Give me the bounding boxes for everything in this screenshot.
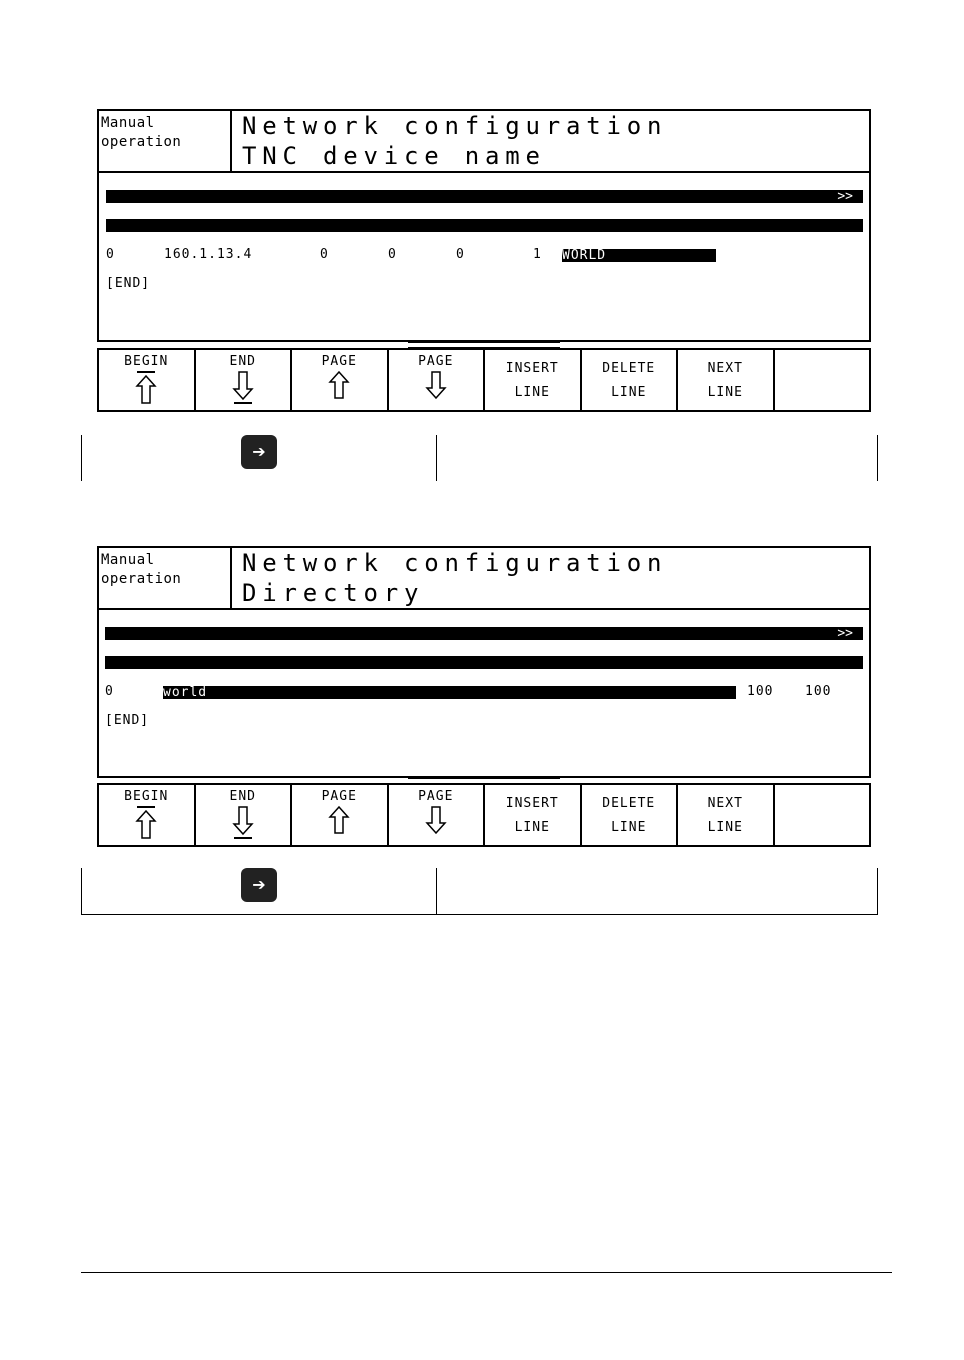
page-up-label: PAGE bbox=[321, 354, 357, 369]
arrow-right-key-icon[interactable]: ➔ bbox=[241, 435, 277, 469]
empty-softkey bbox=[775, 350, 870, 410]
cell-uid: 100 bbox=[747, 684, 774, 699]
end-softkey[interactable] bbox=[196, 350, 293, 410]
end-softkey[interactable] bbox=[196, 785, 293, 845]
page-down-arrow-icon bbox=[423, 370, 449, 406]
page-down-label: PAGE bbox=[418, 354, 454, 369]
screen-header bbox=[99, 548, 869, 610]
next-label-1: NEXT bbox=[707, 361, 743, 376]
page-up-softkey[interactable] bbox=[292, 785, 389, 845]
divider bbox=[81, 435, 82, 481]
title-line-1: Network configuration bbox=[242, 112, 668, 140]
begin-arrow-icon bbox=[133, 370, 159, 406]
cell-devicename-cursor[interactable]: WORLD bbox=[562, 249, 716, 262]
mode-line-2: operation bbox=[101, 571, 182, 587]
begin-softkey[interactable] bbox=[99, 350, 196, 410]
divider bbox=[877, 868, 878, 914]
insert-label-1: INSERT bbox=[505, 361, 559, 376]
cell-ws: 0 bbox=[388, 247, 397, 262]
page-down-arrow-icon bbox=[423, 805, 449, 841]
delete-line-softkey[interactable] bbox=[582, 350, 679, 410]
divider bbox=[436, 435, 437, 481]
page-up-arrow-icon bbox=[326, 805, 352, 841]
softkey-row-indicator bbox=[408, 341, 560, 348]
cell-nr: 0 bbox=[105, 684, 114, 699]
begin-softkey[interactable] bbox=[99, 785, 196, 845]
begin-label: BEGIN bbox=[124, 789, 169, 804]
end-label: END bbox=[229, 789, 256, 804]
softkey-bar-1 bbox=[97, 348, 871, 412]
mode-line-1: Manual bbox=[101, 115, 155, 131]
end-arrow-icon bbox=[230, 805, 256, 841]
scroll-right-indicator: >> bbox=[837, 190, 853, 203]
page-down-softkey[interactable] bbox=[389, 785, 486, 845]
insert-line-softkey[interactable] bbox=[485, 785, 582, 845]
next-label-2: LINE bbox=[707, 820, 743, 835]
operating-mode bbox=[99, 548, 232, 608]
next-label-1: NEXT bbox=[707, 796, 743, 811]
delete-line-softkey[interactable] bbox=[582, 785, 679, 845]
cell-address: 160.1.13.4 bbox=[164, 247, 253, 262]
next-line-softkey[interactable] bbox=[678, 785, 775, 845]
column-header-bar bbox=[106, 219, 863, 232]
insert-label-1: INSERT bbox=[505, 796, 559, 811]
empty-softkey bbox=[775, 785, 870, 845]
page-up-label: PAGE bbox=[321, 789, 357, 804]
title-line-2: TNC device name bbox=[242, 142, 546, 170]
page-up-arrow-icon bbox=[326, 370, 352, 406]
mode-line-2: operation bbox=[101, 134, 182, 150]
instruction-row-1 bbox=[81, 435, 878, 481]
divider bbox=[877, 435, 878, 481]
cell-hm: 1 bbox=[533, 247, 542, 262]
cell-path-cursor[interactable]: world bbox=[163, 686, 736, 699]
screen-header bbox=[99, 111, 869, 173]
page-up-softkey[interactable] bbox=[292, 350, 389, 410]
begin-label: BEGIN bbox=[124, 354, 169, 369]
page-down-label: PAGE bbox=[418, 789, 454, 804]
end-marker: [END] bbox=[106, 276, 151, 291]
arrow-right-key-icon[interactable]: ➔ bbox=[241, 868, 277, 902]
file-name bbox=[136, 639, 268, 640]
delete-label-1: DELETE bbox=[602, 361, 656, 376]
operating-mode bbox=[99, 111, 232, 171]
page-down-softkey[interactable] bbox=[389, 350, 486, 410]
page-footer-rule bbox=[81, 1272, 892, 1273]
end-label: END bbox=[229, 354, 256, 369]
title-line-1: Network configuration bbox=[242, 549, 668, 577]
cell-rs: 0 bbox=[320, 247, 329, 262]
insert-label-2: LINE bbox=[514, 820, 550, 835]
column-header-bar bbox=[105, 656, 863, 669]
screen-title bbox=[242, 111, 667, 171]
end-marker: [END] bbox=[105, 713, 150, 728]
file-bar bbox=[105, 627, 863, 640]
scroll-right-indicator: >> bbox=[837, 627, 853, 640]
tnc-screen-device-name bbox=[97, 109, 871, 342]
delete-label-2: LINE bbox=[611, 820, 647, 835]
divider bbox=[81, 868, 82, 914]
delete-label-2: LINE bbox=[611, 385, 647, 400]
next-label-2: LINE bbox=[707, 385, 743, 400]
divider bbox=[436, 868, 437, 914]
file-name bbox=[137, 202, 261, 203]
insert-line-softkey[interactable] bbox=[485, 350, 582, 410]
softkey-bar-2 bbox=[97, 783, 871, 847]
next-line-softkey[interactable] bbox=[678, 350, 775, 410]
file-bar bbox=[106, 190, 863, 203]
delete-label-1: DELETE bbox=[602, 796, 656, 811]
cell-gid: 100 bbox=[805, 684, 832, 699]
begin-arrow-icon bbox=[133, 805, 159, 841]
insert-label-2: LINE bbox=[514, 385, 550, 400]
title-line-2: Directory bbox=[242, 579, 425, 607]
screen-title bbox=[242, 548, 667, 608]
instruction-row-2 bbox=[81, 868, 878, 915]
tnc-screen-directory bbox=[97, 546, 871, 778]
end-arrow-icon bbox=[230, 370, 256, 406]
cell-timeout: 0 bbox=[456, 247, 465, 262]
mode-line-1: Manual bbox=[101, 552, 155, 568]
cell-nr: 0 bbox=[106, 247, 115, 262]
